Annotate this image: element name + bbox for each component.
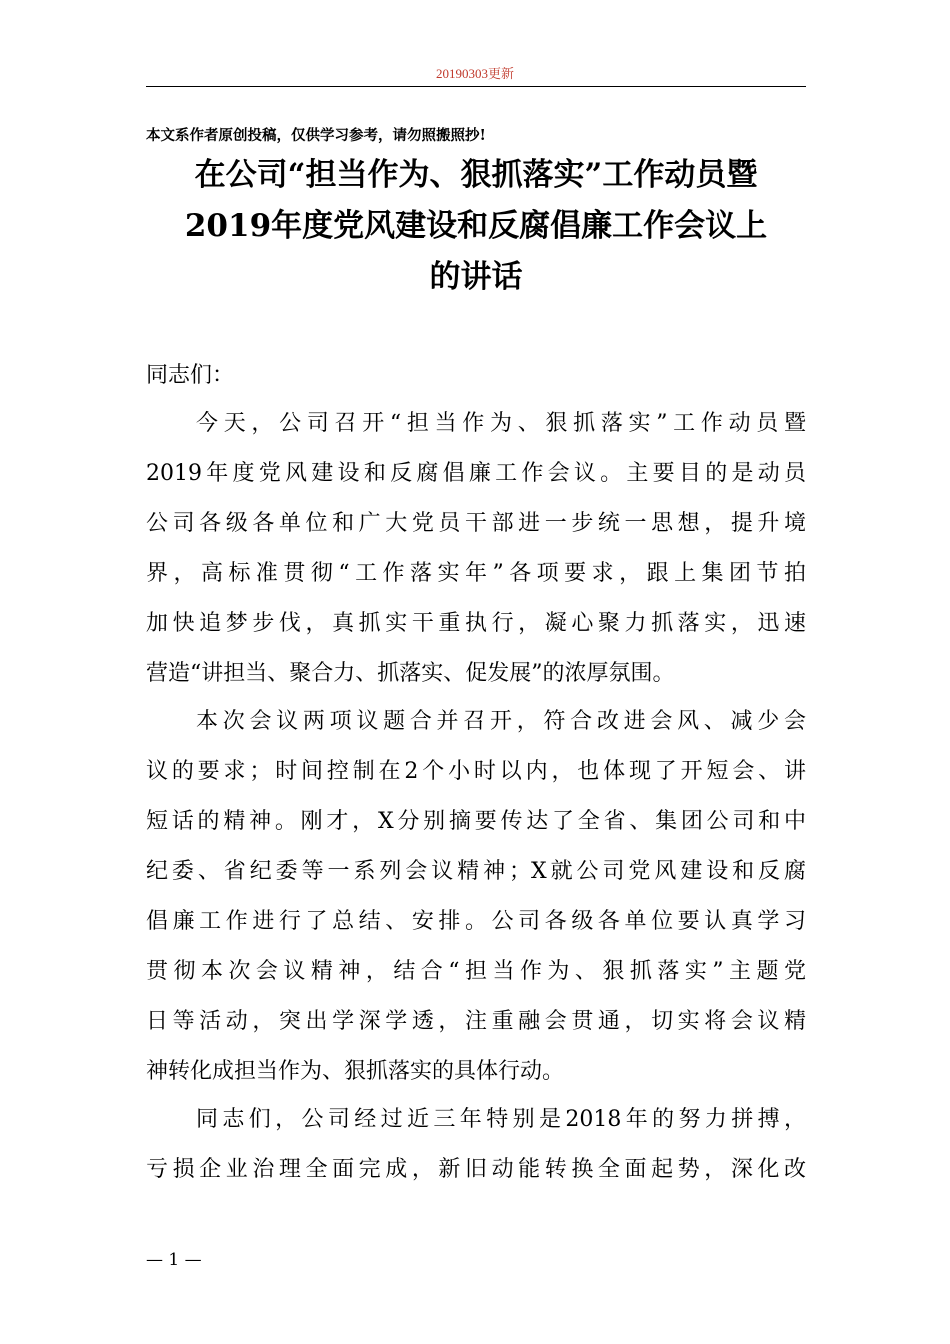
body-text-line: 本次会议两项议题合并召开，符合改进会风、减少会 bbox=[196, 709, 806, 734]
header-divider bbox=[146, 86, 806, 87]
page-number: — 1 — bbox=[146, 1250, 202, 1270]
title-line: 的讲话 bbox=[429, 259, 523, 295]
body-text-line: 议的要求；时间控制在2个小时以内，也体现了开短会、讲 bbox=[146, 759, 806, 784]
body-text-line: 亏损企业治理全面完成，新旧动能转换全面起势，深化改 bbox=[146, 1157, 806, 1182]
body-text-line: 短话的精神。刚才，X分别摘要传达了全省、集团公司和中 bbox=[146, 809, 806, 834]
body-text-line: 2019年度党风建设和反腐倡廉工作会议。主要目的是动员 bbox=[146, 461, 806, 486]
title-line: 在公司“担当作为、狠抓落实”工作动员暨 bbox=[194, 157, 758, 193]
body-text-line: 营造“讲担当、聚合力、抓落实、促发展”的浓厚氛围。 bbox=[146, 661, 675, 686]
document-title bbox=[146, 150, 806, 303]
salutation: 同志们： bbox=[146, 363, 235, 388]
copyright-notice: 本文系作者原创投稿，仅供学习参考，请勿照搬照抄! bbox=[146, 127, 486, 144]
body-text-line: 同志们，公司经过近三年特别是2018年的努力拼搏， bbox=[196, 1107, 806, 1132]
body-text-line: 日等活动，突出学深学透，注重融会贯通，切实将会议精 bbox=[146, 1009, 806, 1034]
body-text-line: 今天，公司召开“担当作为、狠抓落实”工作动员暨 bbox=[196, 411, 806, 436]
title-line: 2019年度党风建设和反腐倡廉工作会议上 bbox=[184, 208, 768, 244]
body-text-line: 界，高标准贯彻“工作落实年”各项要求，跟上集团节拍 bbox=[146, 561, 806, 586]
body-text-line: 倡廉工作进行了总结、安排。公司各级各单位要认真学习 bbox=[146, 909, 806, 934]
running-header: 20190303更新 bbox=[435, 66, 514, 81]
body-text-line: 公司各级各单位和广大党员干部进一步统一思想，提升境 bbox=[146, 511, 806, 536]
body-text-line: 加快追梦步伐，真抓实干重执行，凝心聚力抓落实，迅速 bbox=[146, 611, 806, 636]
body-text-line: 神转化成担当作为、狠抓落实的具体行动。 bbox=[146, 1059, 565, 1084]
body-text-line: 纪委、省纪委等一系列会议精神；X就公司党风建设和反腐 bbox=[146, 859, 806, 884]
body-text-line: 贯彻本次会议精神，结合“担当作为、狠抓落实”主题党 bbox=[146, 959, 806, 984]
